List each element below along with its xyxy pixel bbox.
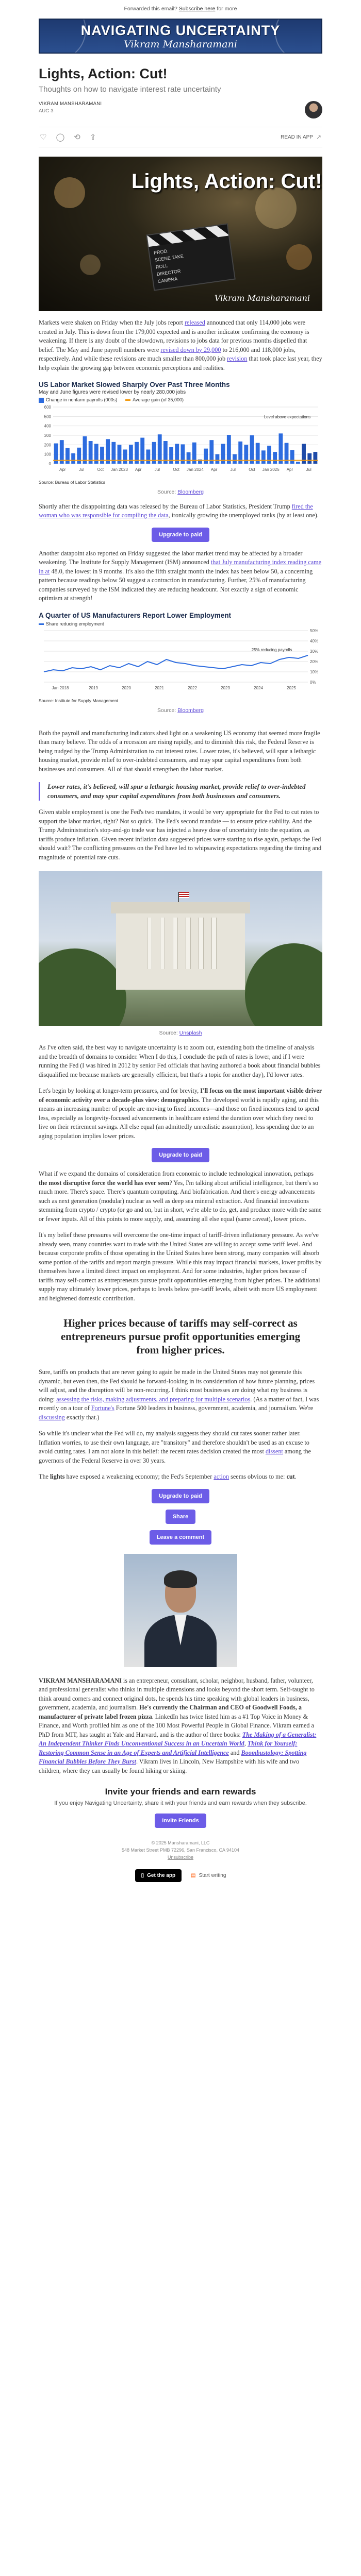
block-quote: Lower rates, it's believed, will spur a lethargic housing market, provide relief to over-indebted consumers, and may spur capital expenditures from both businesses and consumers.: [39, 782, 322, 801]
y-tick-label: 10%: [310, 669, 319, 674]
footer: © 2025 Mansharamani, LLC 548 Market Street PMB 72296, San Francisco, CA 94104 Unsubscribe: [121, 1840, 240, 1860]
inline-link[interactable]: revised down by 29,000: [160, 346, 221, 353]
paragraph: The lights have exposed a weakening economy; the Fed's September action seems obvious to me: cut.: [39, 1473, 297, 1481]
legend-item: Average gain (of 35,000): [125, 397, 184, 402]
inline-link[interactable]: that July manufacturing index reading came in at: [39, 558, 322, 575]
bokeh-light: [255, 188, 297, 229]
y-tick-label: 200: [44, 442, 51, 447]
image-caption: Source: Bloomberg: [157, 488, 204, 495]
bar: [314, 452, 318, 464]
x-tick-label: Jan 2023: [111, 467, 128, 472]
bar: [158, 434, 162, 464]
substack-logo-icon: ▤: [191, 1873, 196, 1879]
bar: [261, 450, 266, 464]
book-link[interactable]: Boombustology: Spotting Financial Bubbles Before They Burst: [39, 1749, 307, 1766]
x-tick-label: Apr: [59, 467, 66, 472]
banner-ring: [39, 19, 86, 54]
chart-legend: [39, 397, 322, 403]
inline-link[interactable]: Fortune's: [91, 1404, 114, 1412]
heart-icon[interactable]: ♡: [40, 132, 47, 142]
bokeh-light: [80, 255, 101, 275]
inline-link[interactable]: dissent: [265, 1448, 283, 1455]
y-tick-label: 40%: [310, 638, 319, 643]
x-tick-label: Apr: [286, 467, 293, 472]
tree: [39, 948, 126, 1026]
bar: [146, 449, 150, 464]
x-tick-label: Oct: [97, 467, 104, 472]
upgrade-to-paid-button[interactable]: Upgrade to paid: [152, 1148, 209, 1162]
fed-building: [116, 912, 245, 990]
caption-link[interactable]: Bloomberg: [177, 488, 204, 495]
y-tick-label: 600: [44, 404, 51, 410]
x-tick-label: Jan 2025: [262, 467, 280, 472]
payrolls-bar-chart: [39, 403, 322, 475]
inline-link[interactable]: released: [184, 319, 205, 326]
paragraph: Given stable employment is one the Fed's two mandates, it would be very appropriate for the Fed to cut rates to support the labor market, right? Not so quick. The Fed's second mandate — to ensure price stability. And the Trump Administration's stop-and-go trade war has injected a heavy dose of uncertainty into the equation, as tariffs produce inflation. Given recent inflation data suggested prices were starting to rise again, perhaps the Fed should wait? The conflicting pressures on the Fed have led to whipsawing expectations regarding the timing and magnitude of potential rate cuts.: [39, 808, 322, 861]
hero-image[interactable]: [39, 157, 322, 311]
chart-source: Source: Bureau of Labor Statistics: [39, 479, 105, 485]
invite-text: If you enjoy Navigating Uncertainty, share it with your friends and earn rewards when they subscribe.: [54, 1800, 307, 1807]
post-subtitle: Thoughts on how to navigate interest rate uncertainty: [39, 85, 221, 94]
paragraph: Both the payroll and manufacturing indicators shed light on a weakening US economy that seemed more fragile than many believe. The odds of a recession are rising rapidly, and to diminish this risk, the Federal Reserve is being nudged by the Trump Administration to cut interest rates. Lower rates, it's believed, will spur a lethargic housing market, provide relief to over-indebted consumers, and may spur capital expenditures from both businesses and consumers. All of that should strengthen the labor market.: [39, 729, 320, 773]
invite-title: Invite your friends and earn rewards: [105, 1787, 256, 1797]
paragraph: It's my belief these pressures will overcome the one-time impact of tariff-driven inflationary pressure. As we've already seen, many countries want to trade with the United States are willing to accept some tariff level. And because corporate profits of those operating in the United States have been strong, many companies will absorb some portion of the tariffs and report margin pressure. While this may impact financial markets, lower profits by themselves have a limited direct impact on employment. And for some industries, higher prices because of tariffs may self-correct as entrepreneurs pursue profit opportunities emerging from higher prices. The additional supply may ultimately lower prices, perhaps to levels below pre-tariff levels, albeit with more US employment and heightened domestic contribution.: [39, 1231, 322, 1302]
x-tick-label: 2024: [254, 685, 263, 690]
paragraph: Another datapoint also reported on Friday suggested the labor market trend may be affected by a broader weakening. The Institute for Supply Management (ISM) announced that July manufacturing index reading came in at 48.0, the lowest in 9 months. It's also the fifth straight month the index has been below 50, a concerning pattern because readings below 50 suggest a contraction in manufacturing. Further, 25% of manufacturing companies surveyed by the ISM indicated they are reducing headcount. Not exactly a sign of economic optimism at strength!: [39, 549, 322, 602]
y-tick-label: 30%: [310, 649, 319, 654]
image-caption: Source: Bloomberg: [157, 707, 204, 714]
chart-title: A Quarter of US Manufacturers Report Lower Employment: [39, 611, 232, 619]
hero-title: Lights, Action: Cut!: [132, 170, 322, 193]
y-tick-label: 50%: [310, 628, 319, 633]
bar: [233, 454, 237, 463]
leave-comment-button[interactable]: Leave a comment: [150, 1530, 211, 1545]
chart-manufacturing: [39, 612, 322, 703]
chart-source: Source: Institute for Supply Management: [39, 698, 119, 703]
chart-annotation: 25% reducing payrolls: [251, 647, 292, 652]
upgrade-to-paid-button[interactable]: Upgrade to paid: [152, 528, 209, 542]
bar: [267, 446, 271, 464]
y-tick-label: 500: [44, 414, 51, 419]
newsletter-banner[interactable]: [39, 19, 322, 54]
y-tick-label: 0%: [310, 680, 316, 685]
legend-item: Share reducing employment: [39, 621, 104, 626]
bar: [140, 437, 144, 463]
paragraph: Shortly after the disappointing data was released by the Bureau of Labor Statistics, President Trump fired the woman who was responsible for compiling the data, ironically growing the unemployed ranks (by at least one).: [39, 502, 319, 519]
paragraph: So while it's unclear what the Fed will do, my analysis suggests they should cut rates sooner rather later. Inflation worries, to use their own language, are "transitory" and therefore shouldn't be used as an excuse to avoid cutting rates. I am not alone in this belief: the recent rates decision created the most dissent among the governors of the Federal Reserve in over 30 years.: [39, 1430, 311, 1464]
y-tick-label: 400: [44, 423, 51, 429]
bar: [77, 447, 81, 463]
book-link[interactable]: Think for Yourself: Restoring Common Sense in an Age of Experts and Artificial Intelligence: [39, 1740, 298, 1756]
publish-date: AUG 3: [39, 108, 54, 114]
x-tick-label: Oct: [173, 467, 179, 472]
caption-link[interactable]: Bloomberg: [177, 707, 204, 714]
share-button[interactable]: Share: [166, 1510, 196, 1524]
inline-link[interactable]: fired the woman who was responsible for compiling the data: [39, 502, 313, 519]
x-tick-label: Jan 2024: [186, 467, 204, 472]
inline-link[interactable]: action: [214, 1473, 229, 1481]
bar: [65, 448, 70, 463]
pull-quote: Higher prices because of tariffs may self-correct as entrepreneurs pursue profit opportunities emerging from higher prices.: [60, 1317, 301, 1357]
author-portrait[interactable]: [124, 1554, 237, 1667]
bar: [296, 462, 300, 464]
paragraph: Markets were shaken on Friday when the July jobs report released announced that only 114,000 jobs were created in July. This is down from the 179,000 expected and is another indicator confirming the economy is weakening. If there is any doubt of the slowdown, revisions to jobs data for previous months dispelled that belief. The May and June payroll numbers were revised down by 29,000 to 216,000 and 118,000 jobs, respectively. And while these revisions are much smaller than 800,000 job revision that took place last year, they help explain the growing gap between economic perceptions and realities.: [39, 319, 322, 371]
chart-annotation: Level above expectations: [264, 414, 311, 419]
x-tick-label: Jul: [230, 467, 236, 472]
image-caption: Source: Unsplash: [159, 1030, 202, 1037]
x-tick-label: 2023: [221, 685, 230, 690]
subscribe-link[interactable]: Subscribe here: [178, 6, 216, 12]
share-icon[interactable]: ⇪: [89, 132, 96, 142]
inline-link[interactable]: discussing: [39, 1413, 65, 1421]
book-link[interactable]: The Making of a Generalist: An Independent Thinker Finds Unconventional Success in an Uncertain World: [39, 1731, 317, 1748]
caption-link[interactable]: Unsplash: [179, 1030, 202, 1037]
chart-payrolls: [39, 381, 322, 485]
y-tick-label: 0: [48, 461, 51, 466]
bar: [278, 433, 283, 464]
x-tick-label: 2020: [122, 685, 131, 690]
read-in-app-button[interactable]: READ IN APP ↗: [281, 133, 321, 141]
x-tick-label: Apr: [210, 467, 218, 472]
y-tick-label: 100: [44, 452, 51, 457]
inline-link[interactable]: revision: [227, 355, 248, 362]
y-tick-label: 20%: [310, 659, 319, 664]
federal-reserve-photo[interactable]: [39, 871, 322, 1026]
y-tick-label: 300: [44, 433, 51, 438]
paragraph: As I've often said, the best way to navigate uncertainty is to zoom out, extending both the timeline of analysis and the breadth of domains to consider. When I do this, I conclude the path of rates is lower, and if I were running the Fed (I was hired in 2012 by senior Fed officials that having authored a book about financial bubbles disqualified me because markets are generally efficient, but that's a topic for another day), I'd lower rates.: [39, 1044, 321, 1078]
bar: [216, 454, 220, 463]
banner-ring: [275, 19, 322, 54]
bar: [273, 452, 277, 464]
chart-title: US Labor Market Slowed Sharply Over Past Three Months: [39, 381, 230, 388]
x-tick-label: Jul: [306, 467, 311, 472]
unsubscribe-link[interactable]: Unsubscribe: [167, 1855, 194, 1860]
bar: [227, 435, 231, 464]
author-bio: VIKRAM MANSHARAMANI is an entrepreneur, consultant, scholar, neighbor, husband, father, volunteer, and professional generalist who thinks in multiple dimensions and looks beyond the short term. Self-taught to think around corners and connect original dots, he spends his time speaking with global leaders in business, government, academia, and journalism. He's currently the Chairman and CEO of Goodwell Foods, a manufacturer of private label frozen pizza. LinkedIn has twice listed him as a #1 Top Voice in Money & Finance, and Worth profiled him as one of the 100 Most Powerful People in Global Finance. Vikram earned a PhD from MIT, has taught at Yale and Harvard, and is the author of three books: The Making of a Generalist: An Independent Thinker Finds Unconventional Success in an Uncertain World, Think for Yourself: Restoring Common Sense in an Age of Experts and Artificial Intelligence and Boombustology: Spotting Financial Bubbles Before They Burst. Vikram lives in Lincoln, New Hampshire with his wife and two children, where they can usually be found hiking or skiing.: [39, 1676, 317, 1774]
clapperboard: [146, 223, 236, 291]
invite-friends-button[interactable]: Invite Friends: [155, 1814, 206, 1828]
get-app-button[interactable]: ▯ Get the app: [135, 1869, 182, 1882]
banner-signature: Vikram Mansharamani: [124, 39, 237, 50]
chart-legend: [39, 621, 322, 626]
x-tick-label: 2025: [287, 685, 296, 690]
x-tick-label: 2021: [155, 685, 164, 690]
x-tick-label: Jan 2018: [52, 685, 69, 690]
x-tick-label: Oct: [249, 467, 255, 472]
paragraph: Sure, tariffs on products that are never going to again be made in the United States may not generate this dynamic, but even then, the Fed should be forward-looking in its consideration of how future planning, prices will adjust, and the disruption will be non-recurring. I think most businesses are doing what my business is doing: assessing the risks, making adjustments, and preparing for multiple scenarios. (As a matter of fact, I was recently on a tour of Fortune's Fortune 500 leaders in business, government, academia, and journalism. We're discussing exactly that.): [39, 1368, 319, 1421]
series-line: [44, 655, 308, 672]
app-bar: [39, 1869, 322, 1882]
bar: [71, 453, 75, 463]
upgrade-to-paid-button[interactable]: Upgrade to paid: [152, 1489, 209, 1503]
author-row: [39, 101, 322, 118]
legend-item: Change in nonfarm payrolls (000s): [39, 397, 117, 403]
hero-signature: Vikram Mansharamani: [214, 293, 310, 303]
bar: [290, 450, 294, 464]
restack-icon[interactable]: ⟲: [74, 132, 80, 142]
external-link-icon: ↗: [316, 133, 321, 141]
bar: [307, 453, 311, 463]
bar: [83, 436, 87, 463]
bar: [187, 452, 191, 464]
bar: [169, 447, 173, 464]
x-tick-label: Jul: [78, 467, 85, 472]
paragraph: What if we expand the domains of consideration from economic to include technological innovation, perhaps the most disruptive force the world has ever seen? Yes, I'm talking about artificial intelligence, but there's so much more. There's space. There's quantum computing. And biofabrication. And there's energy advancements such as next generation (modular) nuclear as well as deep sea mineral extraction. And financial innovations stemming from crypto / crypto (or go and on, but in short, we're able to do, get, and produce more with the same or fewer inputs. All of this points to more supply, and, assuming all else equal (same caveat), lower prices.: [39, 1170, 322, 1223]
chart-subtitle: May and June figures were revised lower by nearly 280,000 jobs: [39, 389, 186, 395]
phone-icon: ▯: [141, 1873, 144, 1879]
author-name[interactable]: VIKRAM MANSHARAMANI: [39, 101, 102, 107]
post-title[interactable]: Lights, Action: Cut!: [39, 66, 168, 81]
x-tick-label: 2022: [188, 685, 197, 690]
x-tick-label: Jul: [154, 467, 160, 472]
bar: [250, 435, 254, 464]
x-tick-label: 2019: [89, 685, 98, 690]
bar: [123, 449, 127, 464]
author-avatar[interactable]: [305, 101, 322, 118]
manufacturing-line-chart: [39, 626, 322, 693]
paragraph: Let's begin by looking at longer-term pressures, and for brevity, I'll focus on the most important visible driver of economic activity over a decade-plus view: demographics. The developed world is rapidly aging, and this means an increasing number of people are moving to fixed incomes—and those on fixed incomes tend to spend less, especially as longevity-focused advancements in healthcare extend the duration over which they need to live on their retirement savings. All else equal (an admittedly unrealistic assumption), less spending due to an aging population implies lower prices.: [39, 1087, 322, 1140]
bar: [204, 448, 208, 463]
post-action-bar: [39, 127, 322, 147]
bokeh-light: [286, 244, 312, 270]
start-writing-link[interactable]: ▤ Start writing: [191, 1873, 226, 1879]
bokeh-light: [54, 177, 85, 208]
clapper-text: PROD. SCENE TAKE ROLL DIRECTOR CAMERA: [153, 248, 184, 284]
tree: [245, 943, 322, 1026]
x-tick-label: Apr: [135, 467, 142, 472]
invite-section: [39, 1787, 322, 1828]
comment-icon[interactable]: ◯: [56, 132, 65, 142]
inline-link[interactable]: assessing the risks, making adjustments, and preparing for multiple scenarios: [56, 1395, 251, 1403]
bar: [100, 447, 104, 464]
banner-title: NAVIGATING UNCERTAINTY: [80, 23, 281, 38]
forward-notice: Forwarded this email? Subscribe here for more: [124, 6, 237, 12]
